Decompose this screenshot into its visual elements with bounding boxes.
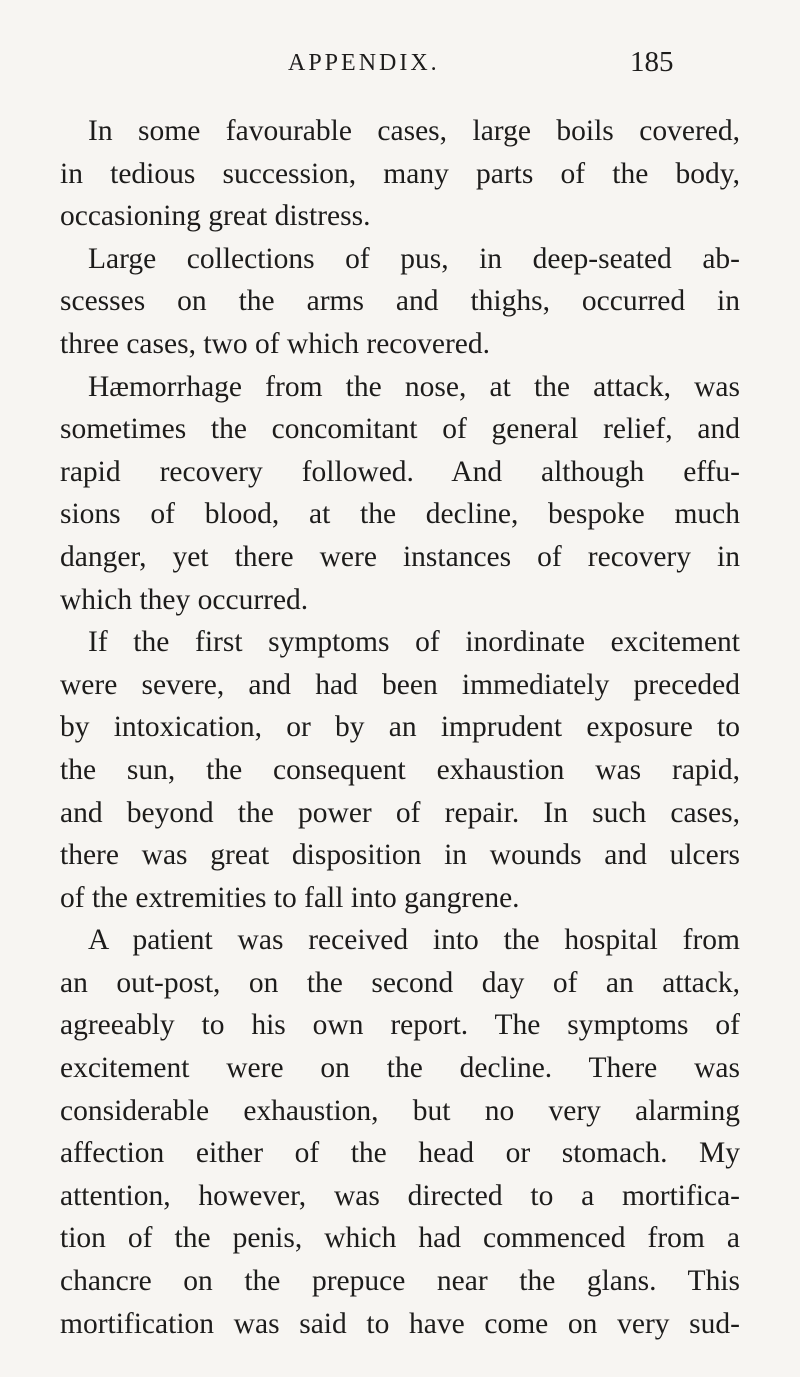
text-line: agreeably to his own report. The symptoms of <box>60 1009 740 1042</box>
text-line: tion of the penis, which had commenced from a <box>60 1222 740 1255</box>
page-number: 185 <box>630 46 674 78</box>
text-line: scesses on the arms and thighs, occurred in <box>60 285 740 318</box>
text-line: A patient was received into the hospital from <box>88 924 740 957</box>
text-line: considerable exhaustion, but no very alarming <box>60 1094 740 1127</box>
text-line: Hæmorrhage from the nose, at the attack, was <box>88 370 740 403</box>
text-line: Large collections of pus, in deep-seated ab- <box>88 242 740 275</box>
text-line: If the first symptoms of inordinate excitement <box>88 626 740 659</box>
text-line: sions of blood, at the decline, bespoke much <box>60 498 740 531</box>
running-head: APPENDIX. <box>288 50 440 76</box>
text-line: were severe, and had been immediately preceded <box>60 668 740 701</box>
text-line: and beyond the power of repair. In such cases, <box>60 796 740 829</box>
text-line: rapid recovery followed. And although effu- <box>60 455 740 488</box>
text-line: three cases, two of which recovered. <box>60 327 491 360</box>
text-line: which they occurred. <box>60 583 309 616</box>
text-line: the sun, the consequent exhaustion was rapid, <box>60 753 740 786</box>
text-line: In some favourable cases, large boils covered, <box>88 115 740 147</box>
text-line: an out-post, on the second day of an attack, <box>60 966 740 999</box>
text-line: occasioning great distress. <box>60 200 371 233</box>
text-line: in tedious succession, many parts of the body, <box>60 157 740 190</box>
text-line: of the extremities to fall into gangrene. <box>60 881 520 914</box>
text-line: there was great disposition in wounds and ulcers <box>60 839 740 872</box>
text-line: by intoxication, or by an imprudent exposure to <box>60 711 740 744</box>
body-text <box>60 110 740 1345</box>
text-line: excitement were on the decline. There was <box>60 1052 740 1085</box>
page-header <box>0 46 800 86</box>
text-line: sometimes the concomitant of general relief, and <box>60 413 740 446</box>
text-line: attention, however, was directed to a mortifica- <box>60 1179 740 1212</box>
text-line: danger, yet there were instances of recovery in <box>60 540 740 573</box>
text-line: affection either of the head or stomach. My <box>60 1137 740 1170</box>
text-line: mortification was said to have come on very sud- <box>60 1307 740 1340</box>
text-line: chancre on the prepuce near the glans. This <box>60 1265 740 1298</box>
